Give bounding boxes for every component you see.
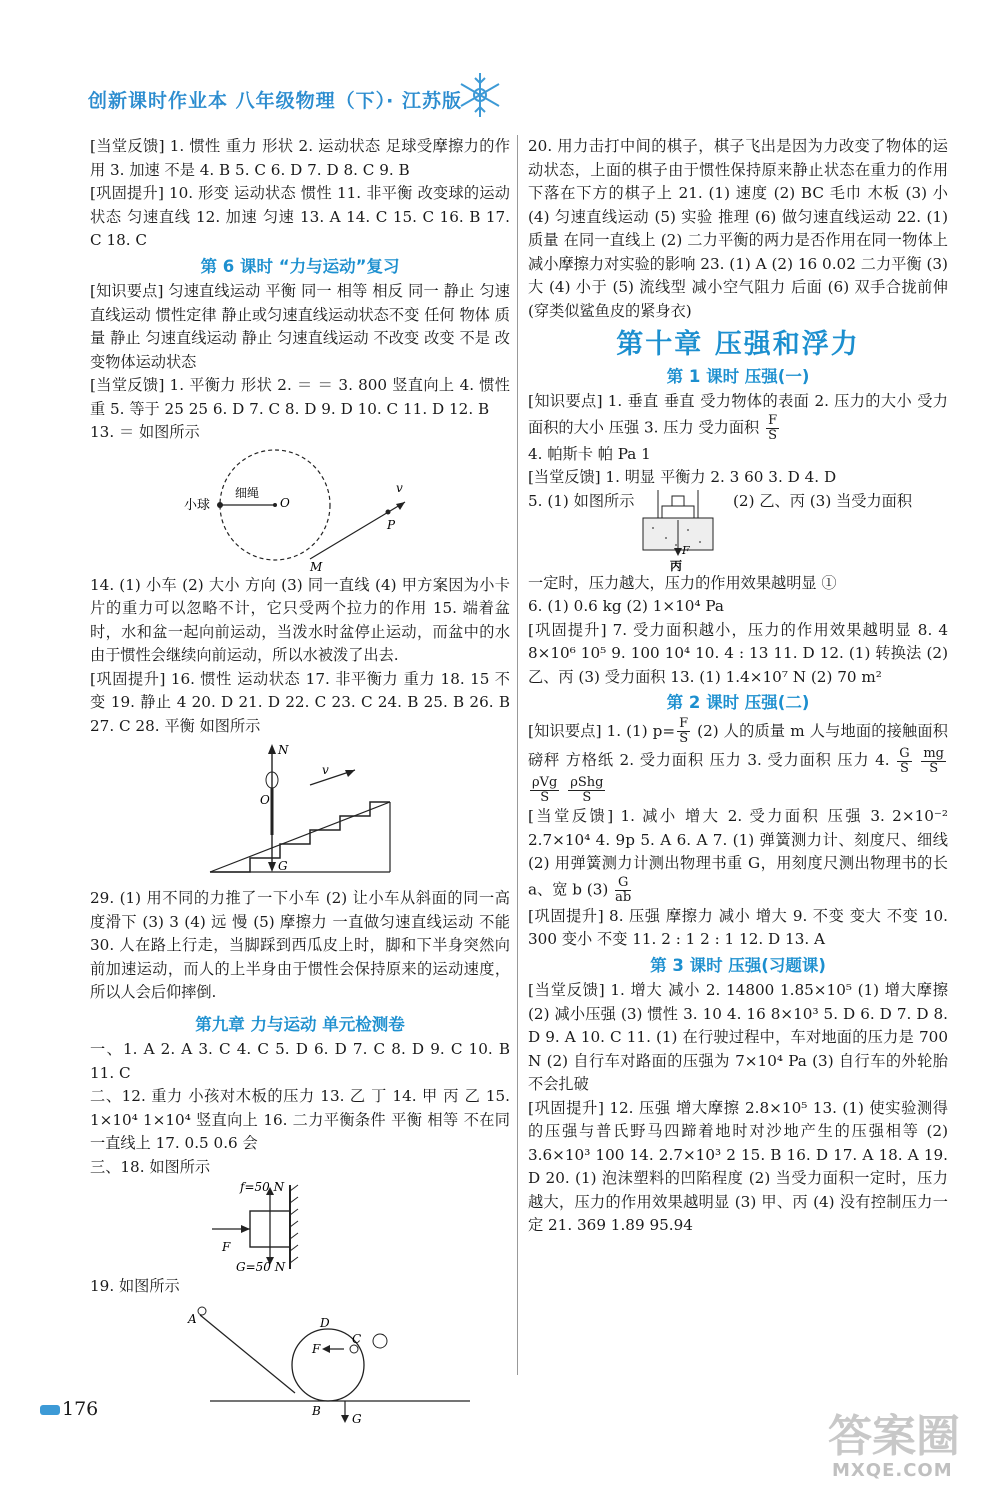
- label-g: G: [278, 859, 288, 873]
- fraction-numerator: mg: [923, 745, 945, 761]
- watermark-url: MXQE.COM: [832, 1460, 953, 1481]
- answer-text: [知识要点] 1. (1) p=: [528, 721, 676, 740]
- unit-test-title: 第九章 力与运动 单元检测卷: [195, 1014, 405, 1034]
- answer-block: 13. ＝ 如图所示: [90, 423, 200, 441]
- label-v: v: [396, 480, 403, 495]
- fraction-denominator: ab: [615, 889, 632, 905]
- header-title: 创新课时作业本 八年级物理（下）· 江苏版: [88, 90, 462, 112]
- fraction-numerator: G: [899, 745, 910, 761]
- fraction-numerator: F: [679, 716, 689, 731]
- answer-text: [知识要点] 1. 垂直 垂直 受力物体的表面 2. 压力的大小 受力面积的大小 压强 3. 压力 受力面积: [528, 392, 948, 436]
- page-number: 176: [62, 1398, 99, 1420]
- snowflake-icon: [455, 70, 505, 120]
- answer-block: 4. 帕斯卡 帕 Pa 1: [528, 444, 651, 463]
- answer-block: 6. (1) 0.6 kg (2) 1×10⁴ Pa: [528, 597, 724, 615]
- fraction: [921, 747, 946, 776]
- wall-block-diagram: [90, 1181, 510, 1273]
- answer-block: [知识要点] 匀速直线运动 平衡 同一 相等 相反 同一 静止 匀速直线运动 惯性定律 静止或匀速直线运动状态不变 任何 物体 质量 静止 匀速直线运动 静止 匀速直线运动 不改变 改变 不是 改变物体运动状态: [90, 282, 510, 371]
- fraction-numerator: F: [768, 412, 778, 428]
- label-a: A: [188, 1311, 197, 1326]
- fraction: [766, 414, 779, 443]
- answer-block: [巩固提升] 16. 惯性 运动状态 17. 非平衡力 重力 18. 15 不变 19. 静止 4 20. D 21. D 22. C 23. C 24. B 25. B 26. B 27. C 28. 平衡 如图所示: [90, 669, 510, 735]
- answer-block: 二、12. 重力 小孩对木板的压力 13. 乙 丁 14. 甲 丙 乙 15. 1×10⁴ 1×10⁴ 竖直向上 16. 二力平衡条件 平衡 相等 不在同一直线上 17. 0.5 0.6 会: [90, 1087, 510, 1152]
- fraction: [677, 717, 690, 746]
- fraction: [615, 876, 631, 905]
- fraction-numerator: ρShg: [570, 775, 604, 790]
- label-v: v: [322, 763, 329, 777]
- page-header: [0, 0, 1000, 130]
- answer-block: 一定时，压力越大，压力的作用效果越明显 ①: [528, 573, 837, 592]
- fraction-denominator: S: [540, 790, 550, 805]
- section-title: 第 1 课时 压强(一): [666, 366, 810, 386]
- label-F: F: [222, 1240, 231, 1254]
- answer-text: (2) 人的质量 m 人与地面的接触面积 磅秤 方格纸 2. 受力面积 压力 3. 受力面积 压力 4.: [528, 721, 948, 769]
- answer-block: 20. 用力击打中间的棋子，棋子飞出是因为力改变了物体的运动状态，上面的棋子由于惯性保持原来静止状态在重力的作用下落在下方的棋子上 21. (1) 速度 (2) BC 毛巾 木板 (3) 小 (4) 匀速直线运动 (5) 实验 推理 (6) 做匀速直线运动 22. (1) 质量 在同一直线上 (2) 二力平衡的两力是否作用在同一物体上 减小摩擦力对实验的影响 23. (1) A (2) 16 0.02 二力平衡 (3) 大 (4) 小于 (5) 流线型 减小空气阻力 后面 (6) 双手合拢前伸(穿类似鲨鱼皮的紧身衣): [528, 137, 948, 320]
- label-o: O: [260, 793, 270, 807]
- fraction: [530, 776, 559, 805]
- label-ball: 小球: [184, 497, 211, 513]
- label-n: N: [278, 743, 289, 757]
- fraction: [897, 747, 911, 776]
- label-f: F: [682, 543, 690, 557]
- answer-text: (2) 乙、丙 (3) 当受力面积: [733, 491, 913, 510]
- fraction-denominator: S: [582, 790, 592, 805]
- chapter-title: 第十章 压强和浮力: [616, 329, 860, 360]
- page-marker-icon: [40, 1405, 60, 1415]
- answer-block: [巩固提升] 10. 形变 运动状态 惯性 11. 非平衡 改变球的运动状态 匀速直线 12. 加速 匀速 13. A 14. C 15. C 16. B 17. C 18. C: [90, 184, 510, 249]
- fraction: [568, 776, 605, 805]
- label-b: B: [312, 1403, 321, 1418]
- sponge-experiment-diagram: [638, 490, 718, 572]
- answer-row-with-figure: [528, 490, 948, 572]
- section-title: 第 2 课时 压强(二): [666, 693, 810, 712]
- answer-block: 一、1. A 2. A 3. C 4. C 5. D 6. D 7. C 8. D 9. C 10. B 11. C: [90, 1040, 510, 1082]
- answer-text: [当堂反馈] 1. 减小 增大 2. 受力面积 压强 3. 2×10⁻² 2.7×10⁴ 4. 9p 5. A 6. A 7. (1) 弹簧测力计、刻度尺、细线 (2) 用弹簧测力计测出物理书重 G，用刻度尺测出物理书的长 a、宽 b (3): [528, 807, 948, 898]
- fraction-denominator: S: [768, 427, 778, 443]
- answer-block: [528, 390, 948, 443]
- answer-block: 29. (1) 用不同的力推了一下小车 (2) 让小车从斜面的同一高度滑下 (3) 3 (4) 远 慢 (5) 摩擦力 一直做匀速直线运动 不能 30. 人在路上行走，当脚踩到西瓜皮上时，脚和下半身突然向前加速运动，而人的上半身由于惯性会保持原来的运动速度，所以人会后仰摔倒.: [90, 889, 510, 1001]
- answer-text: 5. (1) 如图所示: [528, 491, 635, 510]
- escalator-diagram: [90, 740, 510, 885]
- section-title: 第 6 课时 “力与运动”复习: [200, 256, 400, 276]
- answer-block: [当堂反馈] 1. 明显 平衡力 2. 3 60 3. D 4. D: [528, 468, 837, 486]
- answer-block: [巩固提升] 8. 压强 摩擦力 减小 增大 9. 不变 变大 不变 10. 300 变小 不变 11. 2 : 1 2 : 1 12. D 13. A: [528, 906, 948, 948]
- label-f: f=50 N: [240, 1181, 285, 1194]
- answer-block: 14. (1) 小车 (2) 大小 方向 (3) 同一直线 (4) 甲方案因为小卡片的重力可以忽略不计，它只受两个拉力的作用 15. 端着盆时，水和盆一起向前运动，当泼水时盆停止运动，而盆中的水由于惯性会继续向前运动，所以水被泼了出去.: [90, 575, 510, 664]
- column-divider: [517, 135, 518, 1375]
- answer-block: [528, 805, 948, 905]
- answer-block: 三、18. 如图所示: [90, 1157, 211, 1176]
- fraction-denominator: S: [900, 760, 909, 776]
- label-o: O: [280, 495, 290, 510]
- label-m: M: [310, 559, 323, 572]
- track-loop-diagram: [90, 1301, 510, 1426]
- answer-block: 19. 如图所示: [90, 1277, 180, 1295]
- answer-block: [当堂反馈] 1. 增大 减小 2. 14800 1.85×10⁵ (1) 增大摩擦 (2) 减小压强 (3) 惯性 3. 10 4. 16 8×10³ 5. D 6. D 7. D 8. D 9. A 10. C 11. (1) 在行驶过程中，车对地面的压力是 700 N (2) 自行车对路面的压强为 7×10⁴ Pa (3) 自行车的外轮胎不会扎破: [528, 981, 948, 1093]
- watermark-text: 答案圈: [828, 1411, 960, 1462]
- left-column: [90, 135, 510, 1428]
- answer-block: [当堂反馈] 1. 平衡力 形状 2. ＝ ＝ 3. 800 竖直向上 4. 惯性 重 5. 等于 25 25 6. D 7. C 8. D 9. D 10. C 11. D 12. B: [90, 376, 510, 418]
- answer-block: [巩固提升] 7. 受力面积越小，压力的作用效果越明显 8. 4 8×10⁶ 10⁵ 9. 100 10⁴ 10. 4 : 13 11. D 12. (1) 转换法 (2) 乙、丙 (3) 受力面积 13. (1) 1.4×10⁷ N (2) 70 m²: [528, 620, 948, 686]
- fraction-numerator: ρVg: [532, 775, 558, 790]
- label-g: G=50 N: [236, 1260, 286, 1273]
- watermark-logo: [828, 1400, 988, 1485]
- label-rope: 细绳: [235, 485, 260, 500]
- label-p: P: [387, 517, 396, 532]
- label-f: F: [312, 1341, 321, 1356]
- fraction-denominator: S: [929, 760, 939, 776]
- answer-block: [当堂反馈] 1. 惯性 重力 形状 2. 运动状态 足球受摩擦力的作用 3. 加速 不是 4. B 5. C 6. D 7. D 8. C 9. B: [90, 137, 510, 179]
- label-g: G: [352, 1411, 362, 1426]
- label-c: C: [352, 1331, 362, 1346]
- answer-block: [528, 717, 948, 806]
- right-column: [528, 135, 948, 1238]
- fraction-numerator: G: [615, 876, 631, 891]
- fraction-denominator: S: [679, 731, 689, 746]
- answer-block: [巩固提升] 12. 压强 增大摩擦 2.8×10⁵ 13. (1) 使实验测得的压强与普氏野马四蹄着地时对沙地产生的压强相等 (2) 3.6×10³ 100 14. 2.7×10³ 2 15. B 16. D 17. A 18. A 19. D 20. (1) 泡沫塑料的凹陷程度 (2) 当受力面积一定时，压力越大，压力的作用效果越明显 (3) 甲、丙 (4) 没有控制压力一定 21. 369 1.89 95.94: [528, 1098, 948, 1234]
- label-d: D: [320, 1315, 330, 1330]
- label-figure: 丙: [670, 558, 683, 572]
- circular-motion-diagram: [90, 447, 510, 572]
- section-title: 第 3 课时 压强(习题课): [650, 955, 826, 975]
